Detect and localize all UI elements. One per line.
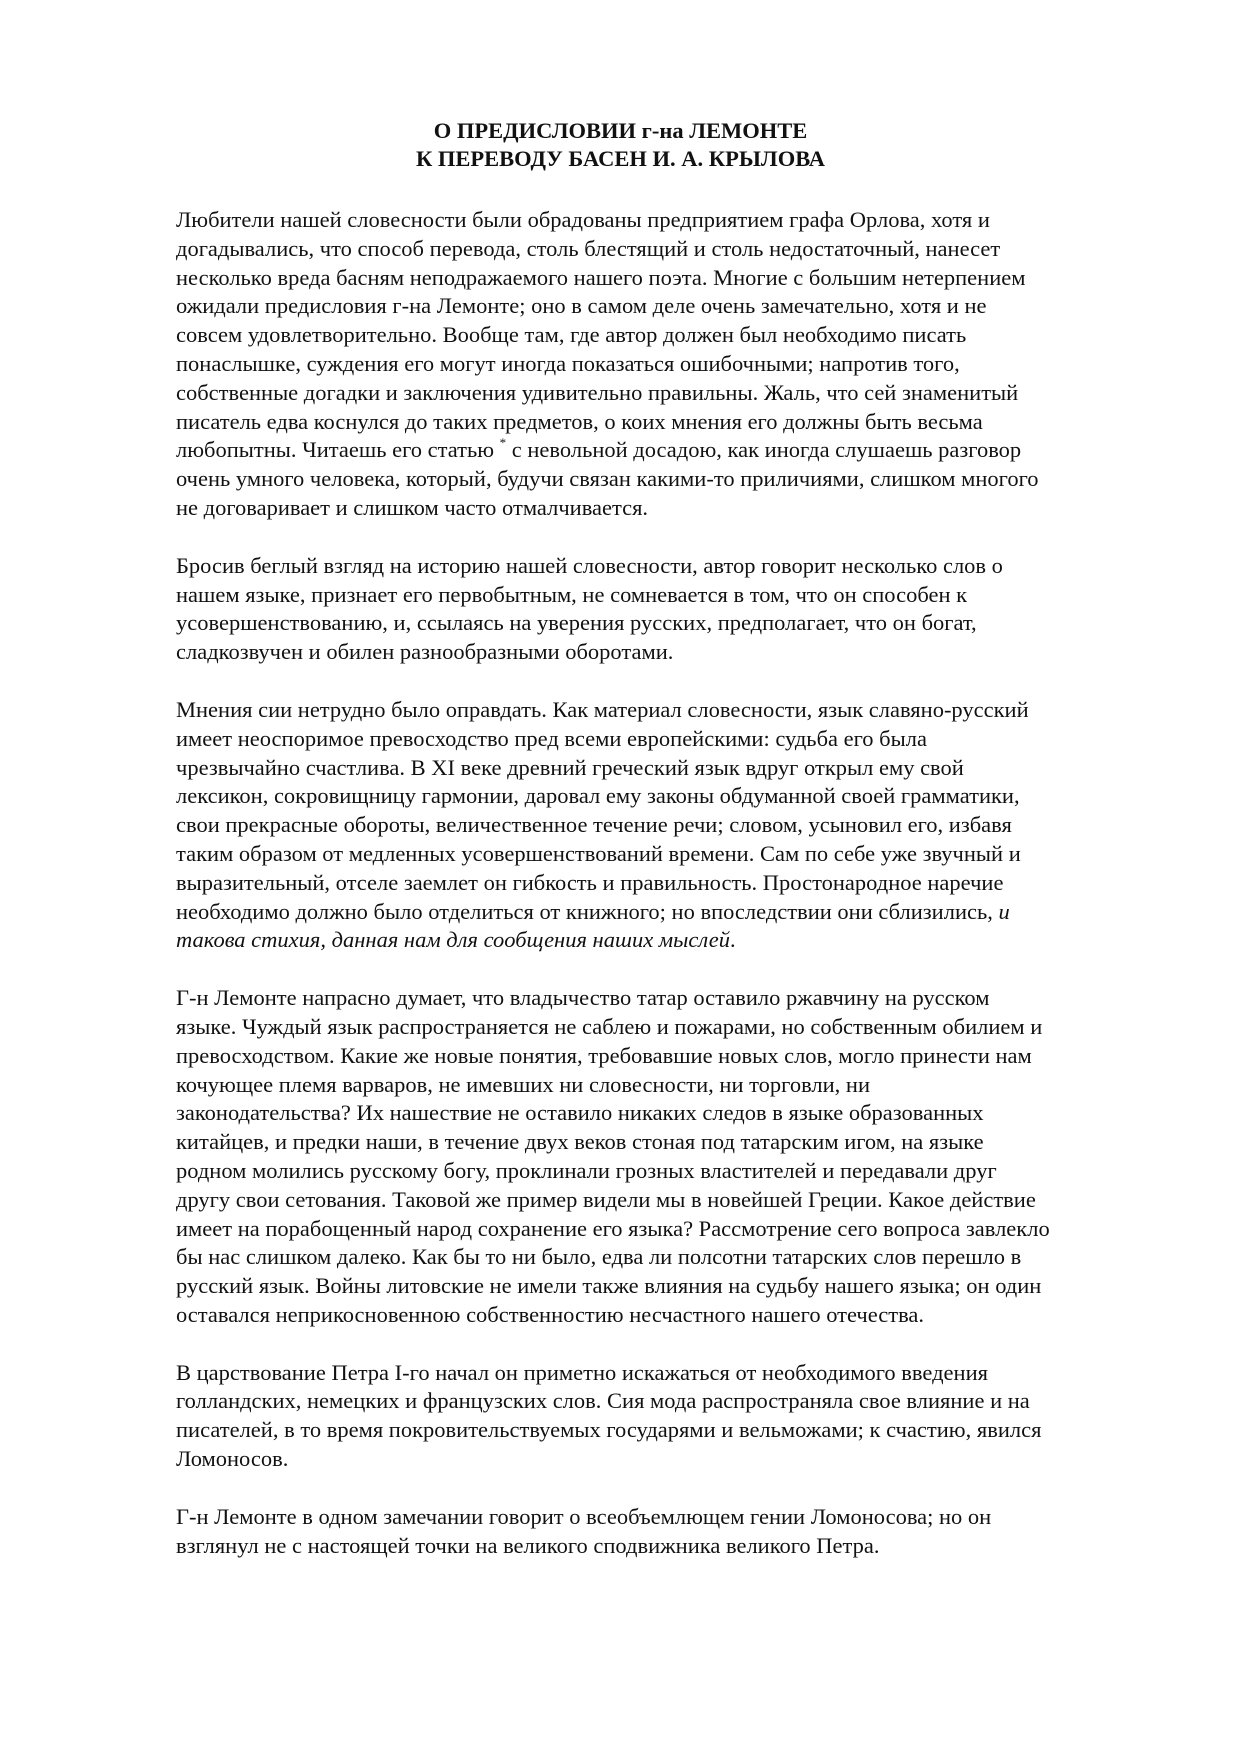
text-line: свои прекрасные обороты, величественное течение речи; словом, усыновил его, избавя bbox=[176, 812, 1012, 838]
text-line: собственные догадки и заключения удивительно правильны. Жаль, что сей знаменитый bbox=[176, 379, 1019, 405]
text-line: русский язык. Войны литовские не имели также влияния на судьбу нашего языка; он один bbox=[176, 1273, 1042, 1299]
text-fragment: . bbox=[730, 927, 736, 953]
italic-fragment: и bbox=[998, 898, 1010, 924]
title-line-2: К ПЕРЕВОДУ БАСЕН И. А. КРЫЛОВА bbox=[415, 146, 826, 171]
text-line-with-footnote bbox=[176, 436, 1166, 465]
italic-fragment: такова стихия, данная нам для сообщения наших мыслей bbox=[176, 927, 730, 953]
text-line: родном молились русскому богу, проклинали грозных властителей и передавали друг bbox=[176, 1157, 997, 1183]
text-line: кочующее племя варваров, не имевших ни словесности, ни торговли, ни bbox=[176, 1071, 871, 1097]
title-line-1: О ПРЕДИСЛОВИИ г-на ЛЕМОНТЕ bbox=[433, 118, 808, 143]
text-line: бы нас слишком далеко. Как бы то ни было, едва ли полсотни татарских слов перешло в bbox=[176, 1244, 1022, 1270]
document-title bbox=[0, 117, 1241, 173]
text-line: совсем удовлетворительно. Вообще там, где автор должен был необходимо писать bbox=[176, 322, 967, 348]
text-fragment: с невольной досадою, как иногда слушаешь разговор bbox=[506, 437, 1022, 463]
text-line: писатель едва коснулся до таких предметов, о коих мнения его должны быть весьма bbox=[176, 408, 983, 434]
paragraph-4 bbox=[176, 984, 1166, 1330]
paragraph-3 bbox=[176, 696, 1166, 955]
text-line: не договаривает и слишком часто отмалчивается. bbox=[176, 494, 649, 520]
text-line: усовершенствованию, и, ссылаясь на уверения русских, предполагает, что он богат, bbox=[176, 610, 977, 636]
text-line: очень умного человека, который, будучи связан какими-то приличиями, слишком многого bbox=[176, 466, 1039, 492]
text-line: имеет неоспоримое превосходство пред всеми европейскими: судьба его была bbox=[176, 725, 927, 751]
paragraph-6 bbox=[176, 1503, 1166, 1561]
paragraph-5 bbox=[176, 1359, 1166, 1474]
text-line-mixed bbox=[176, 926, 1166, 955]
footnote-mark[interactable]: * bbox=[499, 435, 507, 451]
text-fragment: любопытны. Читаешь его статью bbox=[176, 437, 500, 463]
text-line: ожидали предисловия г-на Лемонте; оно в самом деле очень замечательно, хотя и не bbox=[176, 293, 987, 319]
text-line: писателей, в то время покровительствуемых государями и вельможами; к счастию, явился bbox=[176, 1417, 1042, 1443]
text-line: языке. Чуждый язык распространяется не саблею и пожарами, но собственным обилием и bbox=[176, 1013, 1043, 1039]
paragraph-2 bbox=[176, 552, 1166, 667]
text-line-mixed bbox=[176, 898, 1166, 927]
text-line: выразительный, отселе заемлет он гибкость и правильность. Простонародное наречие bbox=[176, 869, 1004, 895]
text-line: нашем языке, признает его первобытным, не сомневается в том, что он способен к bbox=[176, 581, 968, 607]
text-line: китайцев, и предки наши, в течение двух веков стоная под татарским игом, на языке bbox=[176, 1129, 984, 1155]
text-line: В царствование Петра I-го начал он приметно искажаться от необходимого введения bbox=[176, 1359, 988, 1385]
text-line: Мнения сии нетрудно было оправдать. Как материал словесности, язык славяно-русский bbox=[176, 696, 1029, 722]
paragraph-1 bbox=[176, 206, 1166, 523]
text-line: Бросив беглый взгляд на историю нашей словесности, автор говорит несколько слов о bbox=[176, 552, 1003, 578]
text-fragment: необходимо должно было отделиться от книжного; но впоследствии они сблизились, bbox=[176, 898, 999, 924]
text-line: законодательства? Их нашествие не оставило никаких следов в языке образованных bbox=[176, 1100, 984, 1126]
text-line: Г-н Лемонте напрасно думает, что владычество татар оставило ржавчину на русском bbox=[176, 985, 990, 1011]
text-line: догадывались, что способ перевода, столь блестящий и столь недостаточный, нанесет bbox=[176, 235, 1001, 261]
text-line: лексикон, сокровищницу гармонии, даровал ему законы обдуманной своей грамматики, bbox=[176, 783, 1020, 809]
text-line: Г-н Лемонте в одном замечании говорит о всеобъемлющем гении Ломоносова; но он bbox=[176, 1503, 992, 1529]
text-line: Ломоносов. bbox=[176, 1446, 289, 1472]
text-line: несколько вреда басням неподражаемого нашего поэта. Многие с большим нетерпением bbox=[176, 264, 1026, 290]
text-line: понаслышке, суждения его могут иногда показаться ошибочными; напротив того, bbox=[176, 350, 960, 376]
text-line: таким образом от медленных усовершенствований времени. Сам по себе уже звучный и bbox=[176, 840, 1021, 866]
text-line: Любители нашей словесности были обрадованы предприятием графа Орлова, хотя и bbox=[176, 207, 990, 232]
text-line: сладкозвучен и обилен разнообразными оборотами. bbox=[176, 639, 674, 665]
text-line: голландских, немецких и французских слов. Сия мода распространяла свое влияние и на bbox=[176, 1388, 1030, 1414]
text-line: превосходством. Какие же новые понятия, требовавшие новых слов, могло принести нам bbox=[176, 1042, 1032, 1068]
text-line: чрезвычайно счастлива. В XI веке древний греческий язык вдруг открыл ему свой bbox=[176, 754, 964, 780]
document-body bbox=[176, 206, 1166, 1589]
text-line: оставался неприкосновенною собственностию несчастного нашего отечества. bbox=[176, 1301, 925, 1327]
text-line: другу свои сетования. Таковой же пример видели мы в новейшей Греции. Какое действие bbox=[176, 1186, 1036, 1212]
text-line: имеет на порабощенный народ сохранение его языка? Рассмотрение сего вопроса завлекло bbox=[176, 1215, 1050, 1241]
text-line: взглянул не с настоящей точки на великого сподвижника великого Петра. bbox=[176, 1532, 880, 1558]
